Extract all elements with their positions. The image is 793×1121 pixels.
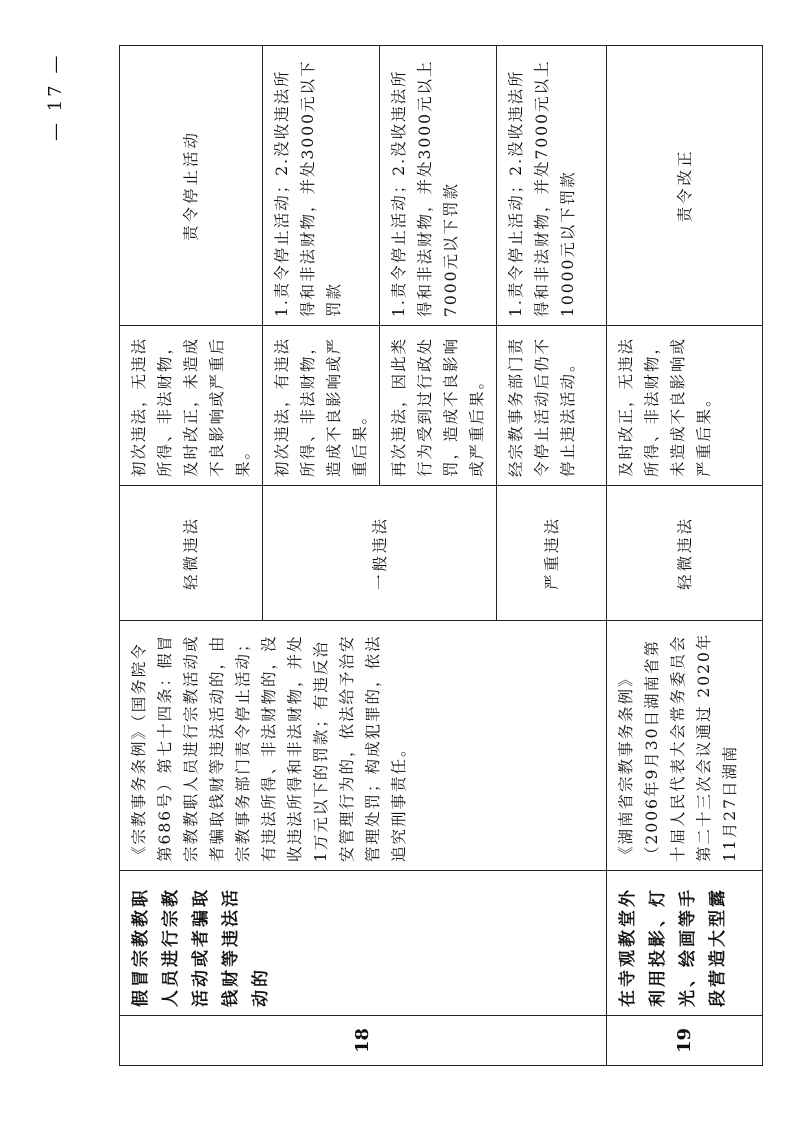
violation-item: 假冒宗教教职人员进行宗教活动或者骗取钱财等违法活动的	[120, 871, 607, 1016]
circumstance: 初次违法，有违法所得、非法财物，造成不良影响或严重后果。	[263, 326, 380, 486]
violation-type: 轻微违法	[120, 486, 263, 621]
violation-type: 一般违法	[263, 486, 497, 621]
violation-type: 严重违法	[497, 486, 607, 621]
penalty-measure: 1.责令停止活动；2.没收违法所得和非法财物，并处3000元以上7000元以下罚款	[380, 46, 497, 326]
penalty-measure: 1.责令停止活动；2.没收违法所得和非法财物，并处3000元以下罚款	[263, 46, 380, 326]
violation-type: 轻微违法	[607, 486, 763, 621]
penalty-table	[119, 45, 763, 1066]
legal-basis: 《湖南省宗教事务条例》（2006年9月30日湖南省第十届人民代表大会常务委员会第二十三次会议通过 2020年11月27日湖南	[607, 621, 763, 871]
row-number: 19	[607, 1016, 763, 1066]
page-number: — 17 —	[45, 52, 66, 141]
table-row	[120, 46, 263, 1066]
circumstance: 再次违法，因此类行为受到过行政处罚，造成不良影响或严重后果。	[380, 326, 497, 486]
legal-basis: 《宗教事务条例》（国务院令第686号）第七十四条：假冒宗教教职人员进行宗教活动或者骗取钱财等违法活动的，由宗教事务部门责令停止活动；有违法所得、非法财物的，没收违法所得和非法财物，并处1万元以下的罚款；有违反治安管理行为的，依法给予治安管理处罚；构成犯罪的，依法追究刑事责任。	[120, 621, 607, 871]
table-row	[607, 46, 763, 1066]
violation-item: 在寺观教堂外利用投影、灯光、绘画等手段营造大型露	[607, 871, 763, 1016]
row-number: 18	[120, 1016, 607, 1066]
circumstance: 经宗教事务部门责令停止活动后仍不停止违法活动。	[497, 326, 607, 486]
circumstance: 初次违法，无违法所得、非法财物，及时改正，未造成不良影响或严重后果。	[120, 326, 263, 486]
penalty-measure: 责令停止活动	[120, 46, 263, 326]
circumstance: 及时改正，无违法所得、非法财物，未造成不良影响或严重后果。	[607, 326, 763, 486]
penalty-measure: 责令改正	[607, 46, 763, 326]
penalty-measure: 1.责令停止活动；2.没收违法所得和非法财物，并处7000元以上10000元以下罚款	[497, 46, 607, 326]
